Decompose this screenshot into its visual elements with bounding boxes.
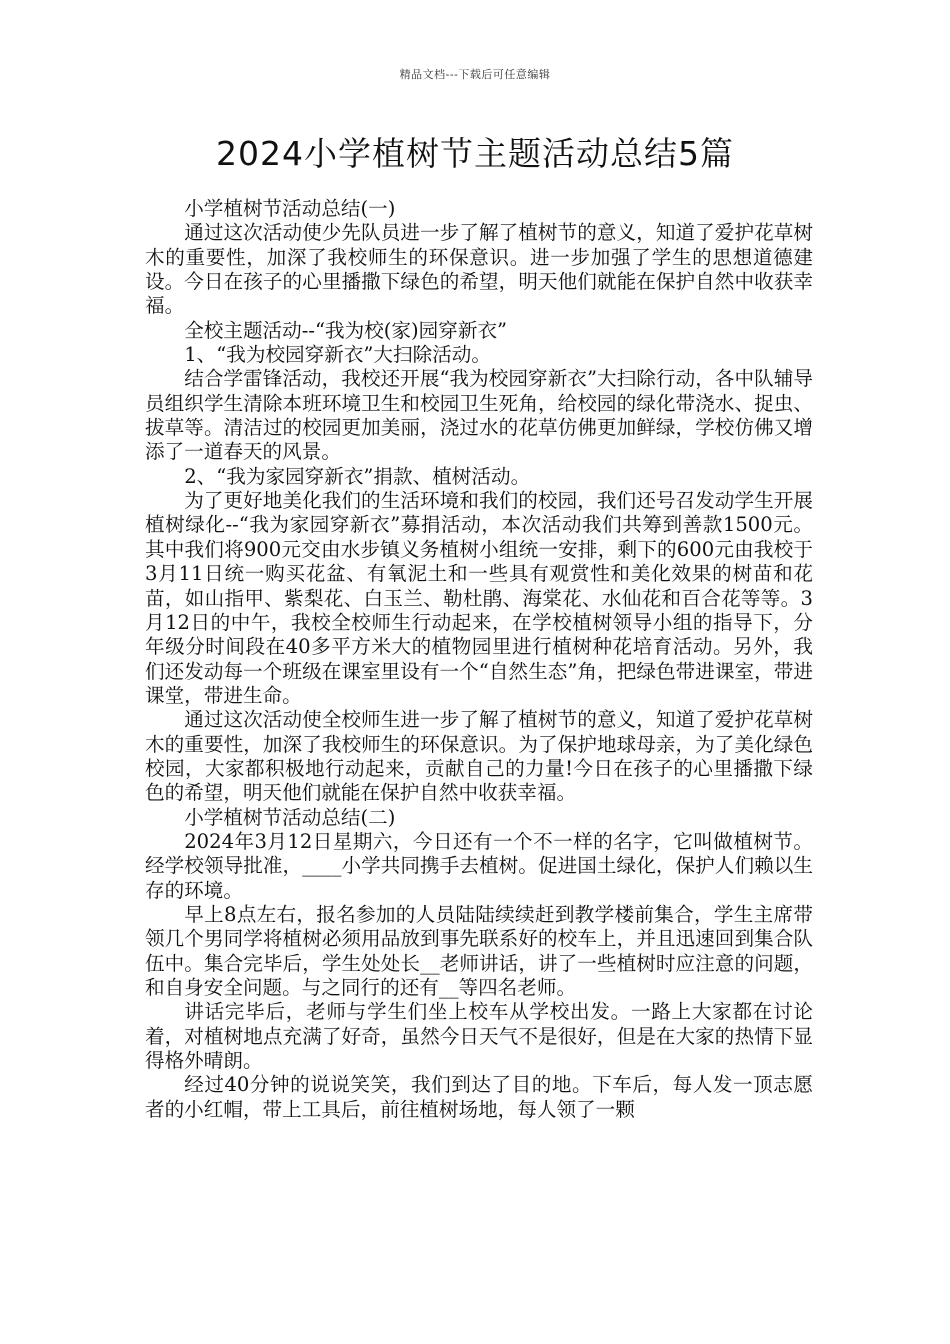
document-body bbox=[145, 197, 813, 1122]
paragraph: 为了更好地美化我们的生活环境和我们的校园，我们还号召发动学生开展植树绿化--“我为家园穿新衣”募捐活动，本次活动我们共筹到善款1500元。其中我们将900元交由水步镇义务植树小组统一安排，剩下的600元由我校于3月11日统一购买花盆、有氧泥土和一些具有观赏性和美化效果的树苗和花苗，如山指甲、紫梨花、白玉兰、勒杜鹃、海棠花、水仙花和百合花等等。3月12日的中午，我校全校师生行动起来，在学校植树领导小组的指导下，分年级分时间段在40多平方米大的植物园里进行植树种花培育活动。另外，我们还发动每一个班级在课室里设有一个“自然生态”角，把绿色带进课室，带进课堂，带进生命。 bbox=[145, 489, 813, 707]
paragraph: 经过40分钟的说说笑笑，我们到达了目的地。下车后，每人发一顶志愿者的小红帽，带上工具后，前往植树场地，每人领了一颗 bbox=[145, 1073, 813, 1121]
document-title: 2024小学植树节主题活动总结5篇 bbox=[216, 134, 734, 173]
paragraph: 通过这次活动使少先队员进一步了解了植树节的意义，知道了爱护花草树木的重要性，加深了我校师生的环保意识。进一步加强了学生的思想道德建设。今日在孩子的心里播撒下绿色的希望，明天他们就能在保护自然中收获幸福。 bbox=[145, 221, 813, 318]
paragraph: 早上8点左右，报名参加的人员陆陆续续赶到教学楼前集合，学生主席带领几个男同学将植树必须用品放到事先联系好的校车上，并且迅速回到集合队伍中。集合完毕后，学生处处长__老师讲话，讲了一些植树时应注意的问题，和自身安全问题。与之同行的还有__等四名老师。 bbox=[145, 902, 813, 999]
paragraph: 2024年3月12日星期六，今日还有一个不一样的名字，它叫做植树节。经学校领导批准，____小学共同携手去植树。促进国土绿化，保护人们赖以生存的环境。 bbox=[145, 829, 813, 902]
header-note: 精品文档---下载后可任意编辑 bbox=[399, 68, 551, 81]
subheading: 2、“我为家园穿新衣”捐款、植树活动。 bbox=[184, 464, 531, 488]
section-heading-2: 小学植树节活动总结(二) bbox=[184, 805, 396, 829]
paragraph: 讲话完毕后，老师与学生们坐上校车从学校出发。一路上大家都在讨论着，对植树地点充满了好奇，虽然今日天气不是很好，但是在大家的热情下显得格外晴朗。 bbox=[145, 1000, 813, 1073]
paragraph: 通过这次活动使全校师生进一步了解了植树节的意义，知道了爱护花草树木的重要性，加深了我校师生的环保意识。为了保护地球母亲，为了美化绿色校园，大家都积极地行动起来，贡献自己的力量!今日在孩子的心里播撒下绿色的希望，明天他们就能在保护自然中收获幸福。 bbox=[145, 708, 813, 805]
section-heading-1: 小学植树节活动总结(一) bbox=[184, 197, 396, 220]
activity-heading: 全校主题活动--“我为校(家)园穿新衣” bbox=[184, 318, 508, 342]
paragraph: 结合学雷锋活动，我校还开展“我为校园穿新衣”大扫除行动，各中队辅导员组织学生清除本班环境卫生和校园卫生死角，给校园的绿化带浇水、捉虫、拔草等。清洁过的校园更加美丽，浇过水的花草仿佛更加鲜绿，学校仿佛又增添了一道春天的风景。 bbox=[145, 367, 813, 464]
subheading: 1、“我为校园穿新衣”大扫除活动。 bbox=[184, 343, 491, 367]
